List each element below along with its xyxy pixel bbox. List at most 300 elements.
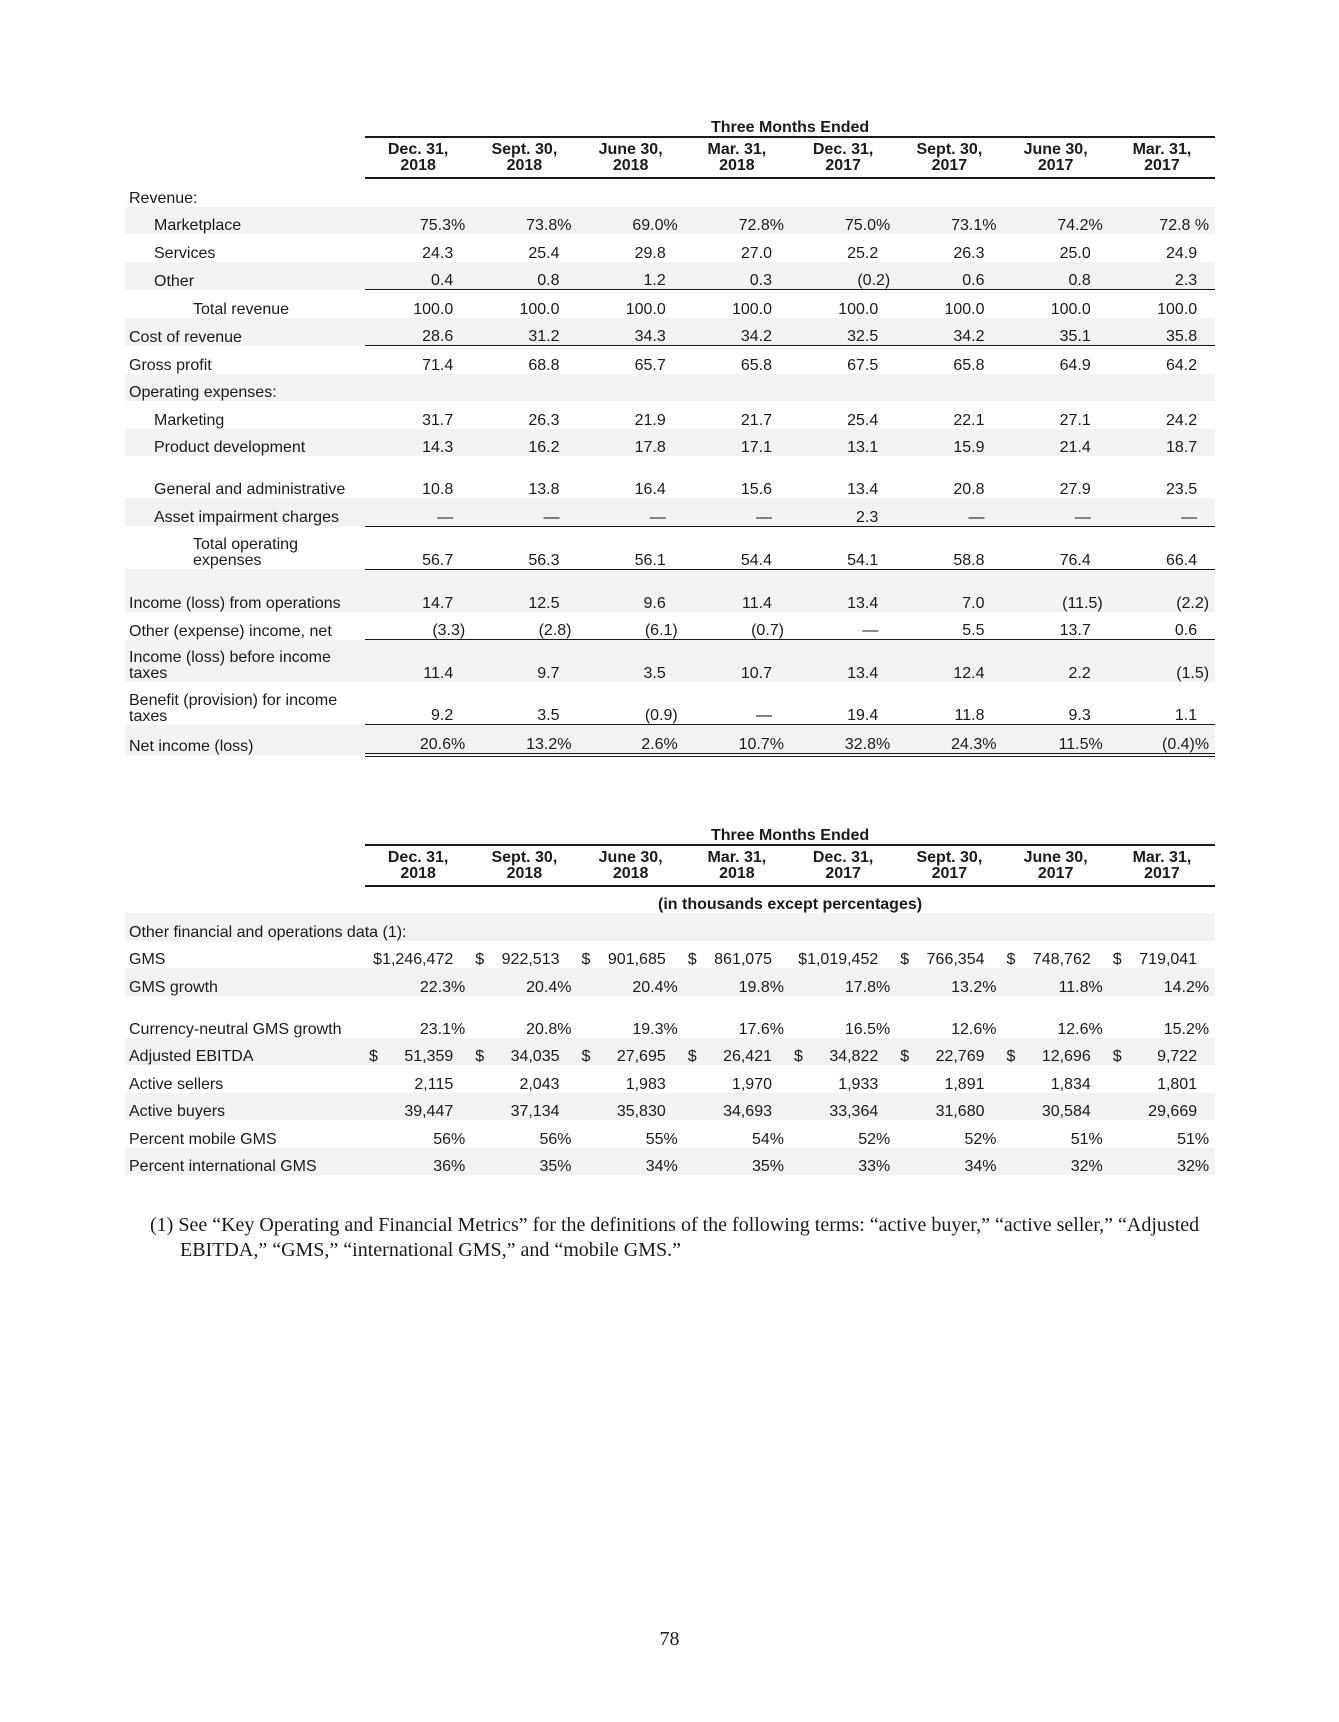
- table-cell: [1003, 178, 1109, 207]
- table-cell: 64.2: [1109, 346, 1215, 374]
- table-cell: 0.6: [896, 262, 1002, 290]
- currency-symbol: $: [581, 951, 591, 968]
- table-row: [125, 1093, 1215, 1121]
- table-cell: (0.9): [644, 707, 678, 724]
- table-cell: —: [1003, 498, 1109, 526]
- table-cell: 16.5%: [844, 1020, 891, 1038]
- currency-symbol: $: [369, 1048, 378, 1065]
- table-row: [125, 498, 1215, 526]
- table-cell: —: [756, 707, 772, 724]
- table-cell: 0.8: [471, 262, 577, 290]
- table-cell: 52%: [964, 1130, 997, 1148]
- table-cell: [578, 941, 684, 969]
- column-header-year: 2018: [400, 157, 436, 174]
- column-header-period: Mar. 31,: [707, 849, 767, 866]
- table-cell: 34%: [578, 1148, 684, 1176]
- table-cell: (2.8): [538, 622, 572, 639]
- column-header-period: Mar. 31,: [1132, 141, 1192, 158]
- table-cell: (2.2): [1109, 569, 1215, 612]
- table-cell: (3.3): [432, 622, 466, 639]
- table-cell: 27.9: [1059, 481, 1091, 498]
- column-header-year: 2018: [506, 157, 543, 174]
- column-header-period: Sept. 30,: [491, 141, 558, 158]
- column-header-year: 2018: [612, 865, 649, 882]
- column-header-period: Sept. 30,: [916, 141, 983, 158]
- three-months-ended-header: Three Months Ended: [365, 822, 1215, 845]
- row-label: Income (loss) before income taxes: [125, 640, 365, 683]
- table-row: [125, 682, 1215, 725]
- table-row: [125, 374, 1215, 402]
- table-cell: 39,447: [365, 1093, 471, 1121]
- row-label: Services: [154, 244, 216, 262]
- table-row: [125, 1148, 1215, 1176]
- table-cell: 66.4: [1109, 526, 1215, 569]
- table-cell: 19.4: [847, 707, 879, 724]
- table-row: [125, 612, 1215, 640]
- table-cell: —: [1109, 498, 1215, 526]
- currency-symbol: $: [1112, 1048, 1122, 1065]
- table-cell: 100.0: [365, 290, 471, 318]
- table-cell: 54%: [751, 1130, 784, 1148]
- table-cell: 65.7: [578, 346, 684, 374]
- table-cell: 71.4: [365, 346, 471, 374]
- table-cell: 75.3%: [365, 207, 471, 235]
- table-cell: [896, 1038, 1002, 1066]
- table-cell: [578, 374, 684, 402]
- table-cell: 29,669: [1109, 1093, 1215, 1121]
- table-cell: 64.9: [1003, 346, 1109, 374]
- table-row: [125, 262, 1215, 290]
- table-cell: 54.1: [790, 526, 896, 569]
- column-header: [790, 845, 896, 886]
- row-label: Other (expense) income, net: [129, 622, 332, 640]
- table-cell: 17.1: [684, 429, 790, 457]
- table-row: [125, 401, 1215, 429]
- table-cell: 27.0: [740, 244, 772, 262]
- row-label: GMS: [129, 951, 166, 968]
- table-cell: 31.7: [422, 411, 454, 429]
- table-cell: 34.2: [896, 318, 1002, 346]
- table-cell: 3.5: [537, 707, 560, 724]
- column-header-year: 2018: [612, 157, 649, 174]
- table-cell: 56.7: [365, 526, 471, 569]
- table-cell: 31.2: [471, 318, 577, 346]
- table-cell: 54.4: [684, 526, 790, 569]
- column-header-period: June 30,: [598, 141, 663, 158]
- table-row: [125, 941, 1215, 969]
- units-note: (in thousands except percentages): [658, 896, 923, 913]
- table-cell: 24.3%: [896, 725, 1002, 755]
- table-cell: 9.3: [1068, 707, 1091, 724]
- table-cell: 75.0%: [790, 207, 896, 235]
- table-row: [125, 207, 1215, 235]
- table-cell: —: [365, 498, 471, 526]
- table-cell: [790, 1038, 896, 1066]
- table-cell: 1.2: [578, 262, 684, 290]
- table-cell: 35,830: [578, 1093, 684, 1121]
- table-cell: 11.4: [365, 640, 471, 683]
- cell-value: 34,035: [510, 1048, 560, 1065]
- row-label: Total operating expenses: [193, 536, 298, 569]
- table-cell: 13.4: [790, 640, 896, 683]
- table-cell: (0.7): [751, 622, 784, 639]
- table-cell: 67.5: [790, 346, 896, 374]
- column-header-year: 2017: [1144, 865, 1180, 882]
- table-cell: [790, 941, 896, 969]
- table-cell: 25.4: [847, 411, 879, 429]
- table-cell: —: [471, 498, 577, 526]
- table-cell: 25.4: [528, 244, 560, 262]
- column-header: [790, 137, 896, 178]
- table-row: [125, 1038, 1215, 1066]
- column-header: [365, 137, 471, 178]
- table-cell: 74.2%: [1003, 207, 1109, 235]
- row-label: Marketplace: [125, 207, 365, 235]
- currency-symbol: $: [1006, 1048, 1016, 1065]
- table-cell: 13.1: [790, 429, 896, 457]
- table-cell: 32.5: [790, 318, 896, 346]
- table-cell: [1003, 1038, 1109, 1066]
- table-cell: 9.6: [578, 569, 684, 612]
- table-cell: 18.7: [1109, 429, 1215, 457]
- row-label: Active buyers: [125, 1093, 365, 1121]
- row-label: Other: [125, 262, 365, 290]
- table-cell: [896, 941, 1002, 969]
- cell-value: 12,696: [1041, 1048, 1091, 1065]
- table-cell: 28.6: [365, 318, 471, 346]
- table-cell: 35%: [471, 1148, 577, 1176]
- table-cell: 35%: [684, 1148, 790, 1176]
- table-cell: 69.0%: [578, 207, 684, 235]
- three-months-ended-header: Three Months Ended: [365, 114, 1215, 137]
- column-header: [578, 845, 684, 886]
- table-cell: 100.0: [578, 290, 684, 318]
- table-row: [125, 346, 1215, 374]
- table-cell: [684, 178, 790, 207]
- row-label: Marketing: [154, 411, 225, 429]
- table-cell: 36%: [365, 1148, 471, 1176]
- table-cell: 2.2: [1003, 640, 1109, 683]
- row-label: Operating expenses:: [125, 374, 365, 402]
- table-cell: 20.4%: [471, 968, 577, 996]
- column-header-year: 2017: [825, 865, 861, 882]
- column-header: [471, 845, 577, 886]
- table-cell: 73.8%: [471, 207, 577, 235]
- table-cell: 12.6%: [1057, 1020, 1103, 1038]
- row-label: Benefit (provision) for income taxes: [129, 691, 338, 725]
- table-cell: [365, 374, 471, 402]
- table-cell: [1109, 941, 1215, 969]
- table-cell: 13.4: [790, 569, 896, 612]
- table-cell: 2,043: [519, 1075, 560, 1093]
- row-label: Adjusted EBITDA: [125, 1038, 365, 1066]
- table-cell: 24.2: [1165, 411, 1198, 429]
- table-cell: 12.4: [896, 640, 1002, 683]
- table-cell: 76.4: [1003, 526, 1109, 569]
- section-label: Other financial and operations data (1):: [125, 913, 1215, 941]
- table-cell: [790, 178, 896, 207]
- table-cell: 17.8: [578, 429, 684, 457]
- row-label: GMS growth: [125, 968, 365, 996]
- table-cell: 1,970: [731, 1075, 772, 1093]
- table-cell: 13.2%: [896, 968, 1002, 996]
- table-cell: 56%: [539, 1130, 572, 1148]
- table-cell: 11.4: [684, 569, 790, 612]
- table-row: [125, 569, 1215, 612]
- table-cell: 100.0: [1109, 290, 1215, 318]
- currency-symbol: $: [794, 1048, 803, 1065]
- table-cell: [896, 374, 1002, 402]
- column-header: [684, 137, 790, 178]
- table-cell: 13.8: [528, 481, 560, 498]
- table-cell: 72.8%: [684, 207, 790, 235]
- table-cell: (6.1): [644, 622, 678, 639]
- table-cell: [365, 178, 471, 207]
- table-row: [125, 429, 1215, 457]
- column-header: [578, 137, 684, 178]
- column-header-period: June 30,: [1023, 141, 1088, 158]
- column-header-period: Mar. 31,: [1132, 849, 1192, 866]
- currency-symbol: $: [581, 1048, 591, 1065]
- row-label: Total revenue: [193, 300, 290, 318]
- page-number: 78: [659, 1628, 680, 1650]
- table-cell: 1,933: [838, 1075, 879, 1093]
- table-cell: —: [862, 622, 879, 639]
- column-header-year: 2017: [825, 157, 861, 174]
- table-cell: (0.2): [790, 262, 896, 290]
- column-header-period: Dec. 31,: [812, 141, 874, 158]
- table-cell: 21.7: [740, 411, 772, 429]
- column-header-year: 2018: [719, 157, 755, 174]
- table-cell: [684, 374, 790, 402]
- column-header-year: 2017: [1037, 865, 1074, 882]
- table-cell: [1003, 941, 1109, 969]
- table-cell: 9.2: [431, 707, 454, 724]
- column-header-year: 2018: [400, 865, 436, 882]
- table-cell: 1.1: [1174, 707, 1198, 724]
- table-cell: 0.4: [365, 262, 471, 290]
- currency-symbol: $: [900, 1048, 910, 1065]
- table-cell: 2.6%: [578, 725, 684, 755]
- table-row: [125, 234, 1215, 262]
- table-cell: 13.2%: [471, 725, 577, 755]
- column-header-period: Mar. 31,: [707, 141, 767, 158]
- table-cell: 14.2%: [1109, 968, 1215, 996]
- table-row: [125, 178, 1215, 207]
- row-label: Product development: [125, 429, 365, 457]
- table-cell: [790, 374, 896, 402]
- table-cell: 56%: [433, 1130, 466, 1148]
- table-cell: 21.9: [634, 411, 666, 429]
- row-label: Asset impairment charges: [125, 498, 365, 526]
- table-cell: 20.4%: [578, 968, 684, 996]
- table-cell: 23.5: [1165, 481, 1198, 498]
- table-cell: 13.4: [847, 481, 879, 498]
- column-header-period: Dec. 31,: [387, 849, 449, 866]
- table-cell: [365, 941, 471, 969]
- cell-value: 901,685: [607, 951, 666, 968]
- table-cell: 14.3: [365, 429, 471, 457]
- table-cell: 34.3: [578, 318, 684, 346]
- currency-symbol: $: [687, 1048, 697, 1065]
- table-cell: 1,891: [944, 1075, 985, 1093]
- table-cell: 16.4: [634, 481, 666, 498]
- table-row: [125, 456, 1215, 498]
- table-cell: 34.2: [684, 318, 790, 346]
- table-cell: 52%: [858, 1130, 891, 1148]
- table-cell: 22.1: [953, 411, 985, 429]
- table-cell: 11.5%: [1003, 725, 1109, 755]
- column-header: [684, 845, 790, 886]
- table-cell: 22.3%: [365, 968, 471, 996]
- table-cell: 19.8%: [684, 968, 790, 996]
- table-cell: 20.8: [953, 481, 985, 498]
- table-cell: 100.0: [790, 290, 896, 318]
- table-cell: [1003, 374, 1109, 402]
- table-cell: 10.7: [684, 640, 790, 683]
- table-cell: 0.6: [1174, 622, 1198, 639]
- table-cell: 5.5: [962, 622, 985, 639]
- table-row: [125, 1065, 1215, 1093]
- table-cell: 32%: [1003, 1148, 1109, 1176]
- table-cell: 56.3: [471, 526, 577, 569]
- row-label: Percent mobile GMS: [129, 1130, 277, 1148]
- table-cell: [1109, 374, 1215, 402]
- table-cell: 55%: [645, 1130, 678, 1148]
- cell-value: 748,762: [1032, 951, 1091, 968]
- table-row: [125, 640, 1215, 683]
- column-header: [365, 845, 471, 886]
- table-cell: 10.7%: [684, 725, 790, 755]
- table-cell: 56.1: [578, 526, 684, 569]
- table-cell: 25.2: [847, 244, 879, 262]
- row-label: Income (loss) from operations: [125, 569, 365, 612]
- table-cell: 65.8: [896, 346, 1002, 374]
- table-cell: 34,693: [684, 1093, 790, 1121]
- row-label: Percent international GMS: [125, 1148, 365, 1176]
- table-cell: 12.6%: [951, 1020, 997, 1038]
- table-cell: 58.8: [896, 526, 1002, 569]
- table-cell: 30,584: [1003, 1093, 1109, 1121]
- table-cell: 7.0: [896, 569, 1002, 612]
- table-cell: 23.1%: [419, 1020, 466, 1038]
- table-cell: —: [896, 498, 1002, 526]
- table-cell: 51%: [1070, 1130, 1103, 1148]
- row-label: Cost of revenue: [125, 318, 365, 346]
- table-cell: 35.1: [1003, 318, 1109, 346]
- table-cell: [578, 1038, 684, 1066]
- row-label: Active sellers: [129, 1075, 224, 1093]
- cell-value: 26,421: [723, 1048, 772, 1065]
- table-row: [125, 996, 1215, 1038]
- column-header-period: June 30,: [1023, 849, 1088, 866]
- table-cell: 35.8: [1109, 318, 1215, 346]
- table-cell: [578, 178, 684, 207]
- table-row: [125, 968, 1215, 996]
- cell-value: 719,041: [1139, 951, 1198, 968]
- table-cell: 11.8: [954, 707, 985, 724]
- table-cell: 12.5: [471, 569, 577, 612]
- table-cell: 25.0: [1059, 244, 1091, 262]
- financial-operations-data-table: [125, 822, 1215, 1175]
- table-cell: [896, 178, 1002, 207]
- column-header-period: June 30,: [598, 849, 663, 866]
- table-cell: 31,680: [896, 1093, 1002, 1121]
- table-cell: 32.8%: [790, 725, 896, 755]
- table-cell: [1109, 1038, 1215, 1066]
- column-header-year: 2017: [1037, 157, 1074, 174]
- column-header-period: Dec. 31,: [387, 141, 449, 158]
- table-cell: 20.6%: [365, 725, 471, 755]
- table-cell: 2.3: [790, 498, 896, 526]
- column-header-year: 2018: [506, 865, 543, 882]
- column-header: [1003, 845, 1109, 886]
- table-cell: 27.1: [1059, 411, 1091, 429]
- table-cell: 65.8: [684, 346, 790, 374]
- table-cell: 13.7: [1059, 622, 1091, 639]
- table-cell: 2.3: [1109, 262, 1215, 290]
- table-cell: 0.8: [1003, 262, 1109, 290]
- table-cell: 9.7: [471, 640, 577, 683]
- table-cell: 20.8%: [526, 1020, 572, 1038]
- table-cell: 29.8: [634, 244, 666, 262]
- table-cell: [1109, 178, 1215, 207]
- table-cell: 15.6: [740, 481, 772, 498]
- table-cell: 16.2: [471, 429, 577, 457]
- table-cell: [684, 1038, 790, 1066]
- table-row: [125, 318, 1215, 346]
- column-header-year: 2017: [931, 865, 968, 882]
- row-label: Revenue:: [129, 189, 198, 207]
- table-cell: —: [684, 498, 790, 526]
- table-row: [125, 1120, 1215, 1148]
- footnote: (1) See “Key Operating and Financial Metrics” for the definitions of the following terms: “active buyer,” “active seller,” “Adjusted EBITDA,” “GMS,” “international GMS,” and “mobile GMS.”: [150, 1214, 1200, 1261]
- currency-symbol: $: [475, 951, 485, 968]
- table-row: [125, 290, 1215, 318]
- table-cell: 100.0: [1003, 290, 1109, 318]
- table-cell: 1,801: [1157, 1075, 1198, 1093]
- currency-symbol: $: [1112, 951, 1122, 968]
- table-cell: 15.2%: [1163, 1020, 1210, 1038]
- row-label: General and administrative: [154, 481, 346, 498]
- table-cell: 33,364: [790, 1093, 896, 1121]
- table-cell: 68.8: [471, 346, 577, 374]
- cell-value: 27,695: [616, 1048, 666, 1065]
- column-header: [896, 845, 1002, 886]
- table-cell: [471, 374, 577, 402]
- cell-value: 922,513: [501, 951, 560, 968]
- table-cell: 34%: [896, 1148, 1002, 1176]
- table-cell: [684, 941, 790, 969]
- row-label: Currency-neutral GMS growth: [129, 1020, 342, 1038]
- table-row: [125, 526, 1215, 569]
- cell-value: 34,822: [829, 1048, 879, 1065]
- row-label: Net income (loss): [125, 725, 365, 755]
- row-label: Gross profit: [129, 356, 212, 374]
- table-cell: (1.5): [1109, 640, 1215, 683]
- table-cell: 32%: [1109, 1148, 1215, 1176]
- table-row: [125, 725, 1215, 755]
- percent-of-revenue-table: [125, 114, 1215, 757]
- table-cell: 17.6%: [738, 1020, 784, 1038]
- table-cell: 37,134: [471, 1093, 577, 1121]
- column-header: [1109, 137, 1215, 178]
- cell-value: 9,722: [1157, 1048, 1198, 1065]
- table-cell: 17.8%: [790, 968, 896, 996]
- column-header-year: 2017: [1144, 157, 1180, 174]
- column-header-period: Sept. 30,: [491, 849, 558, 866]
- column-header-period: Sept. 30,: [916, 849, 983, 866]
